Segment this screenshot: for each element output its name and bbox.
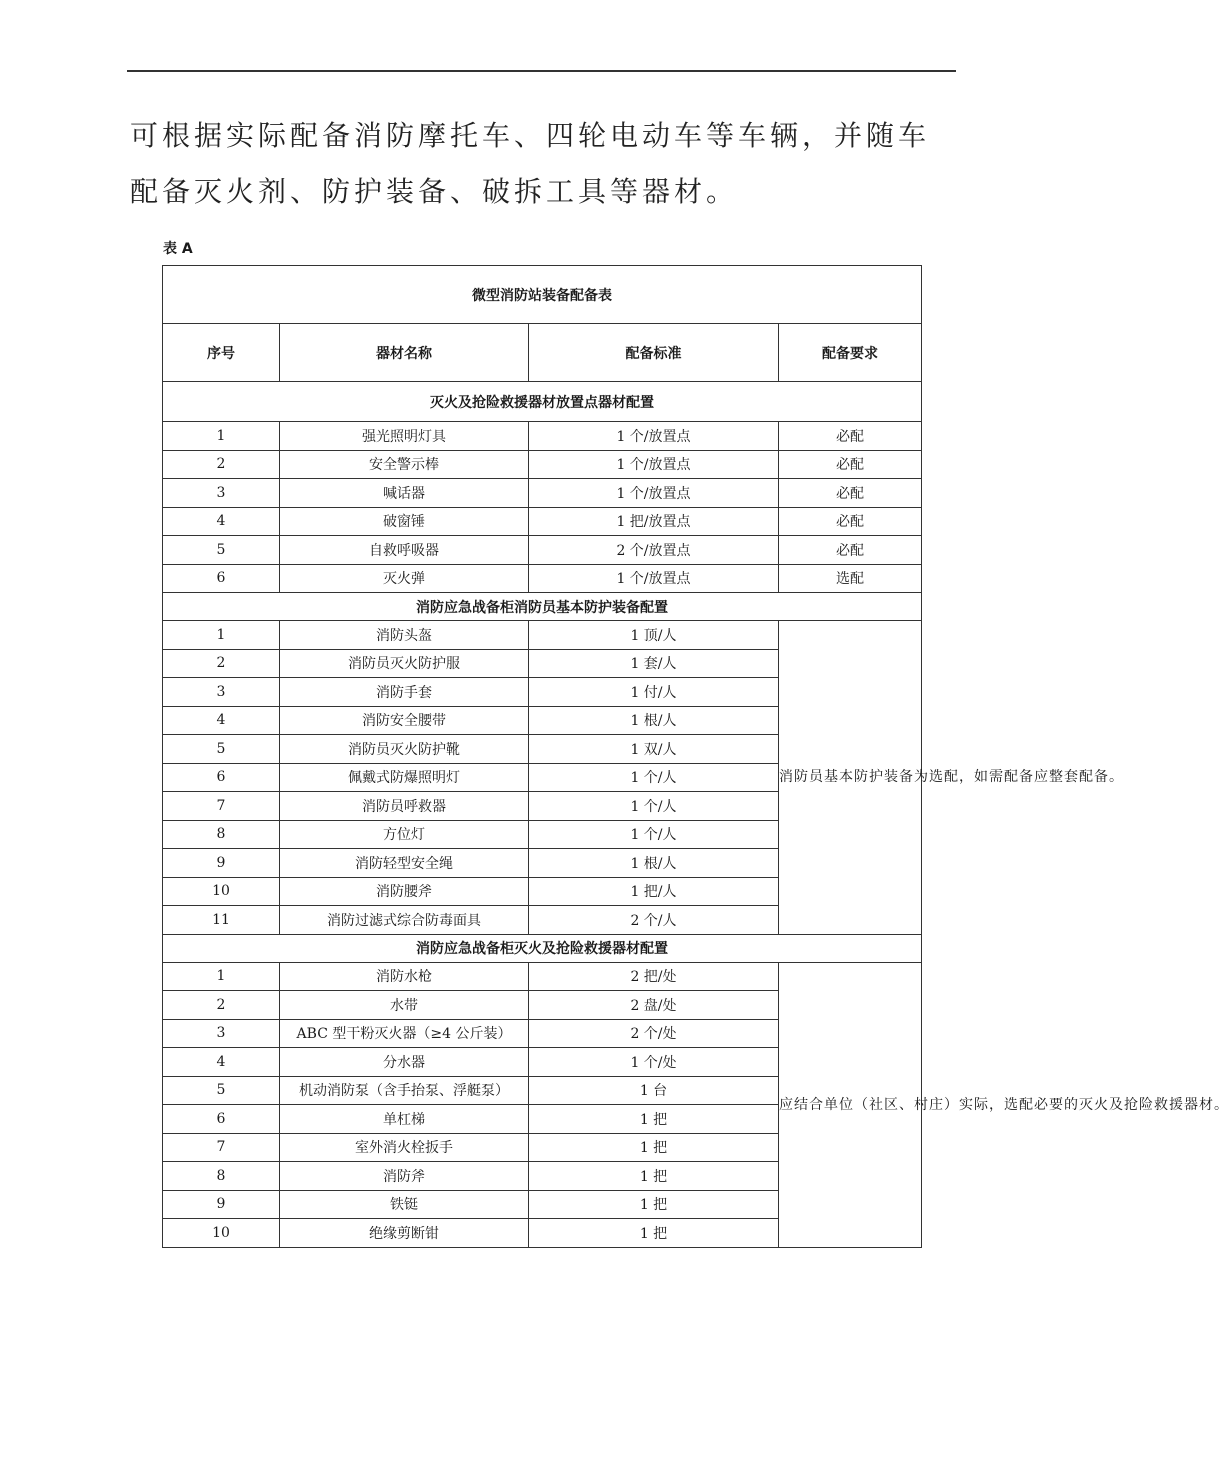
row-index: 1 <box>163 962 280 991</box>
row-index: 7 <box>163 792 280 821</box>
row-requirement: 必配 <box>779 479 922 508</box>
row-standard: 2 盘/处 <box>529 991 779 1020</box>
row-standard: 1 把 <box>529 1133 779 1162</box>
row-item-name: 绝缘剪断钳 <box>280 1219 529 1248</box>
row-item-name: 消防员呼救器 <box>280 792 529 821</box>
row-standard: 1 个/放置点 <box>529 479 779 508</box>
row-standard: 1 根/人 <box>529 849 779 878</box>
row-index: 6 <box>163 763 280 792</box>
row-requirement: 必配 <box>779 422 922 451</box>
row-standard: 2 个/处 <box>529 1019 779 1048</box>
row-index: 8 <box>163 820 280 849</box>
row-item-name: 自救呼吸器 <box>280 536 529 565</box>
row-standard: 1 把 <box>529 1219 779 1248</box>
row-standard: 1 台 <box>529 1076 779 1105</box>
row-standard: 1 把/人 <box>529 877 779 906</box>
table-title: 微型消防站装备配备表 <box>163 266 922 324</box>
row-standard: 1 把 <box>529 1190 779 1219</box>
row-index: 9 <box>163 1190 280 1219</box>
row-standard: 1 个/放置点 <box>529 450 779 479</box>
row-index: 3 <box>163 479 280 508</box>
section-note: 消防员基本防护装备为选配，如需配备应整套配备。 <box>779 621 922 935</box>
row-standard: 1 个/放置点 <box>529 422 779 451</box>
row-standard: 1 把 <box>529 1162 779 1191</box>
row-item-name: 消防员灭火防护服 <box>280 649 529 678</box>
section-title: 消防应急战备柜灭火及抢险救援器材配置 <box>163 934 922 962</box>
header-name: 器材名称 <box>280 324 529 382</box>
row-standard: 1 个/处 <box>529 1048 779 1077</box>
row-item-name: 消防轻型安全绳 <box>280 849 529 878</box>
row-standard: 2 把/处 <box>529 962 779 991</box>
row-index: 4 <box>163 1048 280 1077</box>
section-note: 应结合单位（社区、村庄）实际，选配必要的灭火及抢险救援器材。 <box>779 962 922 1247</box>
table-row <box>163 564 922 593</box>
row-standard: 1 根/人 <box>529 706 779 735</box>
section-title: 消防应急战备柜消防员基本防护装备配置 <box>163 593 922 621</box>
table-row <box>163 479 922 508</box>
row-item-name: 消防手套 <box>280 678 529 707</box>
row-index: 3 <box>163 1019 280 1048</box>
row-item-name: 消防安全腰带 <box>280 706 529 735</box>
row-standard: 2 个/放置点 <box>529 536 779 565</box>
row-index: 10 <box>163 1219 280 1248</box>
table-row <box>163 507 922 536</box>
row-item-name: 消防斧 <box>280 1162 529 1191</box>
row-index: 5 <box>163 536 280 565</box>
intro-paragraph: 可根据实际配备消防摩托车、四轮电动车等车辆，并随车配备灭火剂、防护装备、破拆工具等器材。 <box>130 119 931 208</box>
row-item-name: 消防水枪 <box>280 962 529 991</box>
table-row <box>163 536 922 565</box>
row-item-name: 机动消防泵（含手抬泵、浮艇泵） <box>280 1076 529 1105</box>
row-item-name: 室外消火栓扳手 <box>280 1133 529 1162</box>
equipment-table <box>162 265 1229 1248</box>
row-item-name: 水带 <box>280 991 529 1020</box>
row-standard: 2 个/人 <box>529 906 779 935</box>
row-index: 11 <box>163 906 280 935</box>
row-item-name: 安全警示棒 <box>280 450 529 479</box>
table-label: 表 A <box>163 241 193 257</box>
row-item-name: 破窗锤 <box>280 507 529 536</box>
row-item-name: 单杠梯 <box>280 1105 529 1134</box>
row-item-name: 分水器 <box>280 1048 529 1077</box>
row-standard: 1 双/人 <box>529 735 779 764</box>
row-index: 2 <box>163 649 280 678</box>
row-item-name: ABC 型干粉灭火器（≥4 公斤装） <box>280 1019 529 1048</box>
row-standard: 1 付/人 <box>529 678 779 707</box>
row-index: 9 <box>163 849 280 878</box>
row-index: 1 <box>163 621 280 650</box>
row-index: 4 <box>163 706 280 735</box>
row-item-name: 方位灯 <box>280 820 529 849</box>
row-item-name: 强光照明灯具 <box>280 422 529 451</box>
row-standard: 1 个/人 <box>529 763 779 792</box>
row-index: 1 <box>163 422 280 451</box>
row-requirement: 必配 <box>779 507 922 536</box>
row-index: 6 <box>163 1105 280 1134</box>
row-item-name: 铁铤 <box>280 1190 529 1219</box>
row-index: 3 <box>163 678 280 707</box>
table-row <box>163 621 922 650</box>
row-standard: 1 顶/人 <box>529 621 779 650</box>
row-standard: 1 个/人 <box>529 820 779 849</box>
row-index: 10 <box>163 877 280 906</box>
row-item-name: 喊话器 <box>280 479 529 508</box>
row-index: 4 <box>163 507 280 536</box>
table-row <box>163 962 922 991</box>
header-standard: 配备标准 <box>529 324 779 382</box>
header-requirement: 配备要求 <box>779 324 922 382</box>
row-item-name: 灭火弹 <box>280 564 529 593</box>
row-index: 5 <box>163 735 280 764</box>
row-standard: 1 个/放置点 <box>529 564 779 593</box>
top-rule <box>127 70 956 72</box>
row-index: 2 <box>163 450 280 479</box>
row-index: 8 <box>163 1162 280 1191</box>
row-index: 7 <box>163 1133 280 1162</box>
row-standard: 1 把/放置点 <box>529 507 779 536</box>
row-item-name: 消防腰斧 <box>280 877 529 906</box>
row-item-name: 佩戴式防爆照明灯 <box>280 763 529 792</box>
row-standard: 1 套/人 <box>529 649 779 678</box>
table-row <box>163 422 922 451</box>
row-requirement: 选配 <box>779 564 922 593</box>
table-row <box>163 450 922 479</box>
row-item-name: 消防头盔 <box>280 621 529 650</box>
row-index: 2 <box>163 991 280 1020</box>
row-requirement: 必配 <box>779 450 922 479</box>
row-index: 5 <box>163 1076 280 1105</box>
header-index: 序号 <box>163 324 280 382</box>
row-standard: 1 个/人 <box>529 792 779 821</box>
section-title: 灭火及抢险救援器材放置点器材配置 <box>163 382 922 422</box>
row-item-name: 消防员灭火防护靴 <box>280 735 529 764</box>
row-item-name: 消防过滤式综合防毒面具 <box>280 906 529 935</box>
row-index: 6 <box>163 564 280 593</box>
row-standard: 1 把 <box>529 1105 779 1134</box>
row-requirement: 必配 <box>779 536 922 565</box>
